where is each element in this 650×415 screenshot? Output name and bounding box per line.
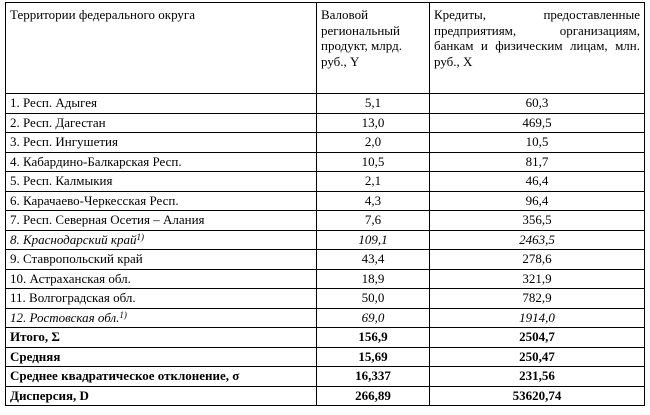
territory-cell — [6, 289, 317, 309]
grp-value-cell: 4,3 — [317, 191, 430, 211]
summary-grp-cell: 15,69 — [317, 347, 430, 367]
credits-value-cell: 81,7 — [430, 152, 645, 172]
territory-name: 6. Карачаево-Черкесская Респ. — [10, 192, 179, 208]
territory-cell — [6, 94, 317, 114]
summary-grp-cell: 16,337 — [317, 367, 430, 387]
table-row — [6, 133, 645, 153]
grp-value-cell: 10,5 — [317, 152, 430, 172]
table-body — [6, 94, 645, 406]
table-row — [6, 269, 645, 289]
grp-value-cell: 13,0 — [317, 113, 430, 133]
territory-name: 11. Волгоградская обл. — [10, 290, 136, 305]
grp-value-cell: 2,0 — [317, 133, 430, 153]
summary-row — [6, 347, 645, 367]
table-row — [6, 250, 645, 270]
summary-grp-cell: 266,89 — [317, 386, 430, 406]
credits-value-cell: 2463,5 — [430, 230, 645, 250]
summary-credits-cell: 53620,74 — [430, 386, 645, 406]
header-grp: Валовой региональный продукт, млрд. руб., Y — [317, 3, 430, 94]
grp-value-cell: 2,1 — [317, 172, 430, 192]
territory-cell — [6, 269, 317, 289]
table-row — [6, 211, 645, 231]
summary-row — [6, 386, 645, 406]
credits-value-cell: 46,4 — [430, 172, 645, 192]
header-credits: Кредиты, предоставленные предприятиям, организациям, банкам и физическим лицам, млн. руб., X — [430, 3, 645, 94]
summary-row — [6, 328, 645, 348]
territory-cell — [6, 230, 317, 250]
table-row — [6, 152, 645, 172]
summary-credits-cell: 250,47 — [430, 347, 645, 367]
table-row — [6, 230, 645, 250]
summary-grp-cell: 156,9 — [317, 328, 430, 348]
territory-name: 8. Краснодарский край — [10, 231, 137, 247]
territory-cell — [6, 250, 317, 270]
territory-name: 3. Респ. Ингушетия — [10, 134, 118, 149]
table-row — [6, 172, 645, 192]
territory-name: 1. Респ. Адыгея — [10, 95, 98, 110]
territory-cell — [6, 133, 317, 153]
territory-cell — [6, 152, 317, 172]
grp-value-cell: 7,6 — [317, 211, 430, 231]
territory-name: 5. Респ. Калмыкия — [10, 173, 113, 188]
credits-value-cell: 469,5 — [430, 113, 645, 133]
summary-credits-cell: 231,56 — [430, 367, 645, 387]
grp-value-cell: 43,4 — [317, 250, 430, 270]
grp-value-cell: 5,1 — [317, 94, 430, 114]
summary-label-cell: Среднее квадратическое отклонение, σ — [6, 367, 317, 387]
credits-value-cell: 782,9 — [430, 289, 645, 309]
summary-credits-cell: 2504,7 — [430, 328, 645, 348]
regional-data-table — [5, 2, 645, 406]
summary-label-cell: Дисперсия, D — [6, 386, 317, 406]
territory-name: 10. Астраханская обл. — [10, 270, 131, 286]
territory-cell — [6, 191, 317, 211]
territory-name: 4. Кабардино-Балкарская Респ. — [10, 153, 182, 169]
table-row — [6, 113, 645, 133]
credits-value-cell: 278,6 — [430, 250, 645, 270]
table-row — [6, 289, 645, 309]
territory-name: 9. Ставропольский край — [10, 251, 143, 266]
summary-label-cell: Итого, Σ — [6, 328, 317, 348]
footnote-marker: 1) — [119, 309, 127, 320]
territory-cell — [6, 308, 317, 328]
credits-value-cell: 1914,0 — [430, 308, 645, 328]
footnote-marker: 1) — [136, 231, 144, 242]
table-header-row — [6, 3, 645, 94]
table-row — [6, 94, 645, 114]
territory-name: 2. Респ. Дагестан — [10, 114, 106, 130]
territory-cell — [6, 211, 317, 231]
table-row — [6, 191, 645, 211]
credits-value-cell: 60,3 — [430, 94, 645, 114]
grp-value-cell: 69,0 — [317, 308, 430, 328]
credits-value-cell: 10,5 — [430, 133, 645, 153]
territory-name: 7. Респ. Северная Осетия – Алания — [10, 212, 205, 227]
summary-row — [6, 367, 645, 387]
credits-value-cell: 356,5 — [430, 211, 645, 231]
credits-value-cell: 321,9 — [430, 269, 645, 289]
territory-cell — [6, 113, 317, 133]
grp-value-cell: 50,0 — [317, 289, 430, 309]
table-row — [6, 308, 645, 328]
summary-label-cell: Средняя — [6, 347, 317, 367]
territory-cell — [6, 172, 317, 192]
territory-name: 12. Ростовская обл. — [10, 309, 120, 325]
data-table-container — [5, 2, 644, 406]
credits-value-cell: 96,4 — [430, 191, 645, 211]
grp-value-cell: 18,9 — [317, 269, 430, 289]
grp-value-cell: 109,1 — [317, 230, 430, 250]
header-territory: Территории федерального округа — [6, 3, 317, 94]
